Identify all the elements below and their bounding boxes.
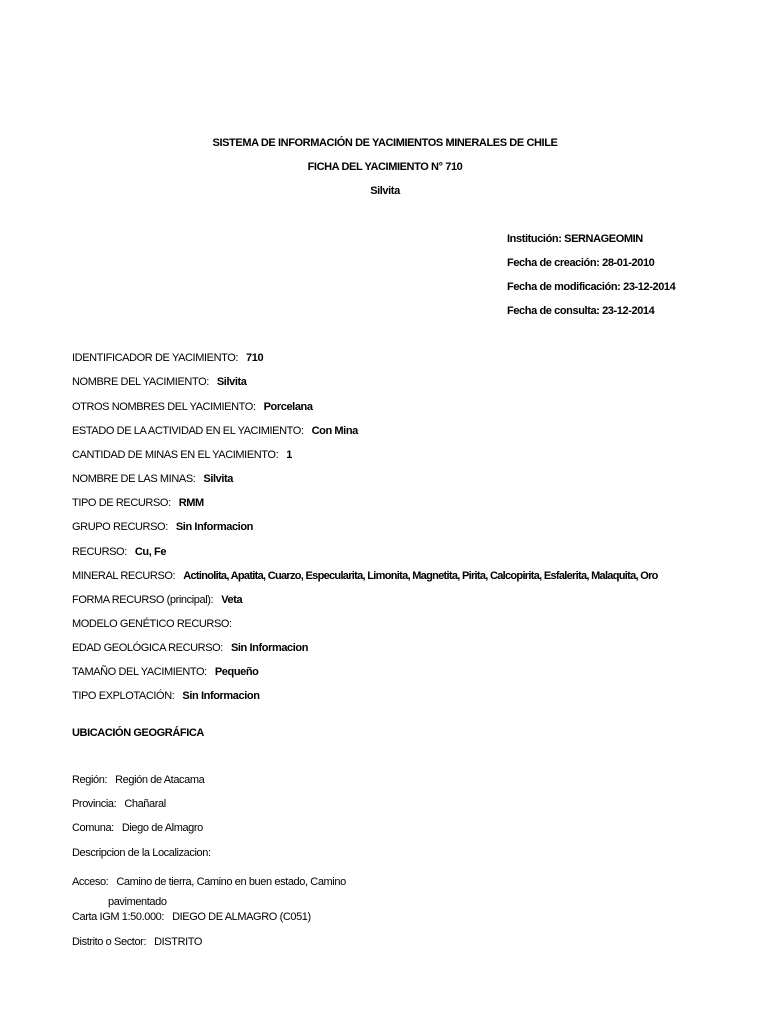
location-value-continuation: pavimentado xyxy=(108,896,167,908)
institution: Institución: SERNAGEOMIN xyxy=(507,233,643,245)
location-label: Distrito o Sector: xyxy=(72,936,147,948)
location-label: Acceso: xyxy=(72,876,109,888)
field-label: TIPO DE RECURSO: xyxy=(72,497,171,509)
field-value: Silvita xyxy=(216,376,247,388)
field-value: Veta xyxy=(221,594,243,606)
system-title: SISTEMA DE INFORMACIÓN DE YACIMIENTOS MINERALES DE CHILE xyxy=(212,137,558,149)
field-label: ESTADO DE LA ACTIVIDAD EN EL YACIMIENTO: xyxy=(72,425,304,437)
location-value: DIEGO DE ALMAGRO (C051) xyxy=(172,911,311,923)
location-value: DISTRITO xyxy=(154,936,203,948)
field-value: Sin Informacion xyxy=(175,521,253,533)
field-label: MODELO GENÉTICO RECURSO: xyxy=(72,618,232,630)
location-row-comuna xyxy=(72,822,203,834)
creation-date: Fecha de creación: 28-01-2010 xyxy=(507,257,655,269)
location-label: Comuna: xyxy=(72,822,114,834)
field-row xyxy=(72,642,308,654)
record-title: FICHA DEL YACIMIENTO N° 710 xyxy=(307,161,463,173)
field-row xyxy=(72,546,166,558)
location-label: Provincia: xyxy=(72,798,117,810)
field-row xyxy=(72,376,246,388)
field-label: IDENTIFICADOR DE YACIMIENTO: xyxy=(72,352,239,364)
query-date: Fecha de consulta: 23-12-2014 xyxy=(507,305,655,317)
field-value: 1 xyxy=(286,449,292,461)
field-label: EDAD GEOLÓGICA RECURSO: xyxy=(72,642,223,654)
location-value: Camino de tierra, Camino en buen estado, Camino xyxy=(116,876,346,888)
field-row xyxy=(72,425,358,437)
location-row-provincia xyxy=(72,798,166,810)
field-label: CANTIDAD DE MINAS EN EL YACIMIENTO: xyxy=(72,449,279,461)
field-label: OTROS NOMBRES DEL YACIMIENTO: xyxy=(72,401,256,413)
location-value: Diego de Almagro xyxy=(121,822,203,834)
field-row xyxy=(72,690,260,702)
location-label: Región: xyxy=(72,774,108,786)
location-value: Chañaral xyxy=(124,798,166,810)
field-value: Sin Informacion xyxy=(230,642,309,654)
field-row xyxy=(72,401,313,413)
field-label: NOMBRE DEL YACIMIENTO: xyxy=(72,376,209,388)
field-row xyxy=(72,352,263,364)
field-value: Silvita xyxy=(203,473,234,485)
location-row-distrito xyxy=(72,936,202,948)
location-row-carta xyxy=(72,911,311,923)
field-row xyxy=(72,570,658,582)
field-value: Porcelana xyxy=(263,401,313,413)
field-row xyxy=(72,618,240,630)
field-row xyxy=(72,473,233,485)
field-row xyxy=(72,594,242,606)
field-label: MINERAL RECURSO: xyxy=(72,570,176,582)
field-label: FORMA RECURSO (principal): xyxy=(72,594,214,606)
location-row-region xyxy=(72,774,204,786)
field-row xyxy=(72,666,259,678)
field-row xyxy=(72,449,292,461)
field-value: Pequeño xyxy=(214,666,259,678)
field-value: Sin Informacion xyxy=(182,690,260,702)
field-label: TAMAÑO DEL YACIMIENTO: xyxy=(72,666,207,678)
location-row-descripcion xyxy=(72,847,211,859)
location-label: Descripcion de la Localizacion: xyxy=(72,847,211,859)
field-value: Con Mina xyxy=(311,425,358,437)
deposit-name-title: Silvita xyxy=(370,185,400,197)
section-title-ubicacion: UBICACIÓN GEOGRÁFICA xyxy=(72,727,204,739)
field-label: RECURSO: xyxy=(72,546,127,558)
modification-date: Fecha de modificación: 23-12-2014 xyxy=(507,281,676,293)
field-value: Cu, Fe xyxy=(134,546,167,558)
field-value: RMM xyxy=(178,497,204,509)
field-value: Actinolita, Apatita, Cuarzo, Especularita, Limonita, Magnetita, Pirita, Calcopirita, Esfalerita, Malaquita, Oro xyxy=(183,570,658,582)
field-value: 710 xyxy=(246,352,264,364)
location-label: Carta IGM 1:50.000: xyxy=(72,911,165,923)
field-label: TIPO EXPLOTACIÓN: xyxy=(72,690,175,702)
location-row-acceso xyxy=(72,872,372,912)
field-row xyxy=(72,497,204,509)
field-row xyxy=(72,521,253,533)
field-label: GRUPO RECURSO: xyxy=(72,521,168,533)
location-value: Región de Atacama xyxy=(115,774,205,786)
field-label: NOMBRE DE LAS MINAS: xyxy=(72,473,196,485)
